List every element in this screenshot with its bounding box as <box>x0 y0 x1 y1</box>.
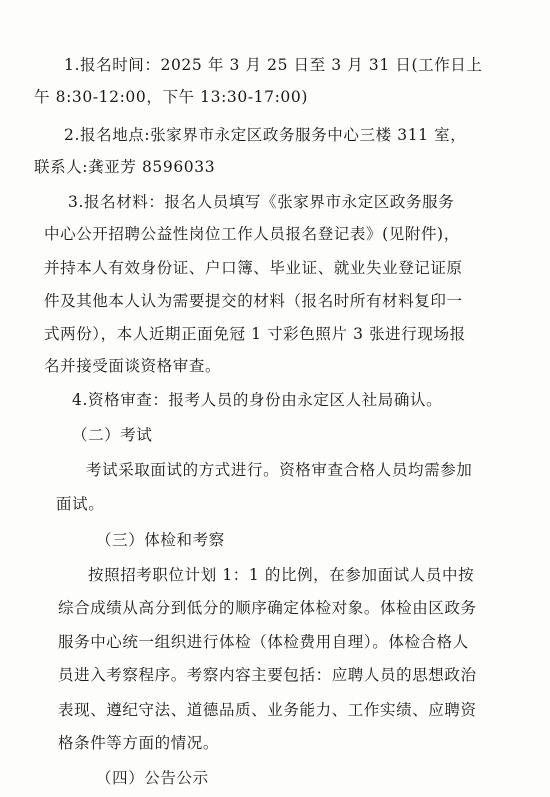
section-heading: （四）公告公示 <box>96 769 209 787</box>
text-line: 按照招考职位计划 1：1 的比例，在参加面试人员中按 <box>88 566 475 584</box>
text-line: 联系人:龚亚芳 8596033 <box>34 158 216 176</box>
section-heading: （二）考试 <box>72 426 153 444</box>
text-line: 式两份），本人近期正面免冠 1 寸彩色照片 3 张进行现场报 <box>44 325 466 343</box>
text-line: 件及其他本人认为需要提交的材料（报名时所有材料复印一 <box>44 292 463 310</box>
text-line: 中心公开招聘公益性岗位工作人员报名登记表》(见附件)， <box>44 225 460 243</box>
text-line: 表现、遵纪守法、道德品质、业务能力、工作实绩、应聘资 <box>58 701 477 719</box>
text-line: 面试。 <box>56 495 105 513</box>
text-line: 2.报名地点:张家界市永定区政务服务中心三楼 311 室， <box>64 126 467 144</box>
section-heading: （三）体检和考察 <box>96 531 225 549</box>
text-line: 服务中心统一组织进行体检（体检费用自理）。体检合格人 <box>58 633 469 651</box>
text-line: 综合成绩从高分到低分的顺序确定体检对象。体检由区政务 <box>58 599 477 617</box>
text-line: 4.资格审查：报考人员的身份由永定区人社局确认。 <box>72 391 443 409</box>
text-line: 并持本人有效身份证、户口簿、毕业证、就业失业登记证原 <box>44 259 463 277</box>
text-line: 员进入考察程序。考察内容主要包括：应聘人员的思想政治 <box>58 666 477 684</box>
text-line: 午 8:30-12:00，下午 13:30-17:00) <box>34 88 308 106</box>
text-line: 格条件等方面的情况。 <box>58 734 220 752</box>
text-line: 3.报名材料：报名人员填写《张家界市永定区政务服务 <box>68 193 455 211</box>
text-line: 名并接受面谈资格审查。 <box>44 357 222 375</box>
text-line: 1.报名时间：2025 年 3 月 25 日至 3 月 31 日(工作日上 <box>64 56 483 74</box>
text-line: 考试采取面试的方式进行。资格审查合格人员均需参加 <box>86 461 473 479</box>
